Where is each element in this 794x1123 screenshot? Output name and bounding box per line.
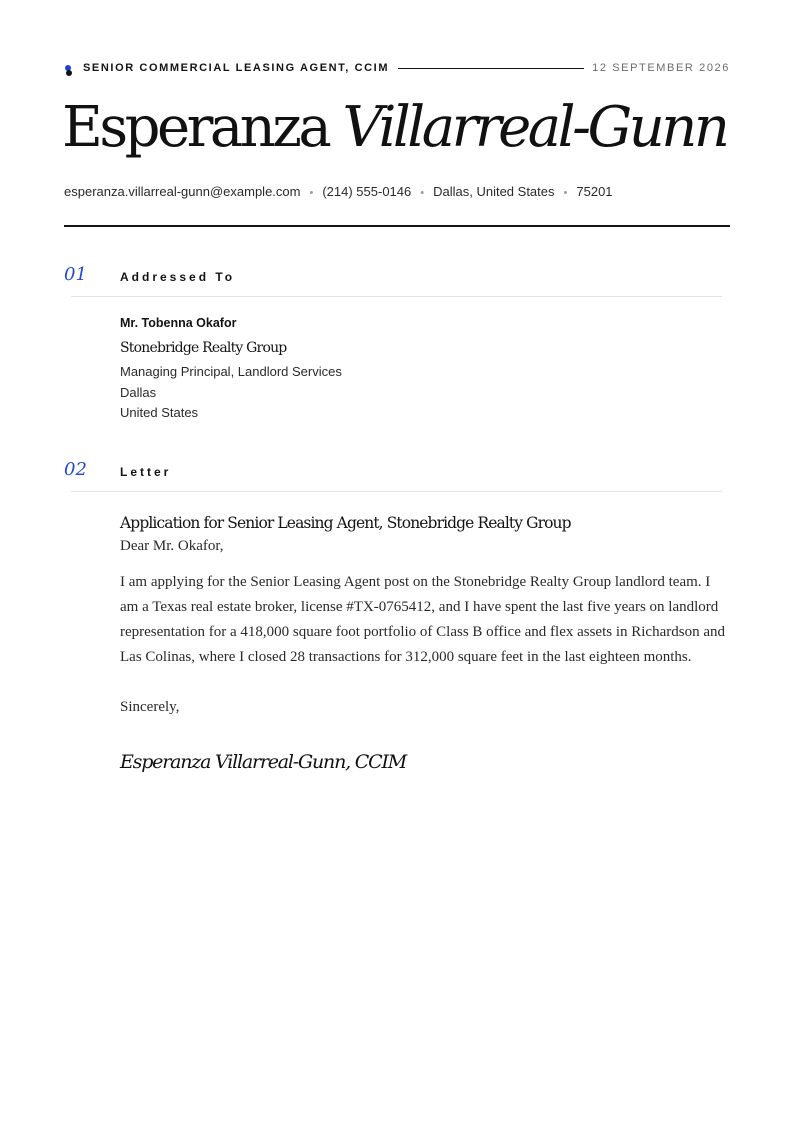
recipient-country: United States [120, 405, 199, 420]
contact-separator: • [563, 187, 568, 199]
letter-date: 12 SEPTEMBER 2026 [592, 62, 730, 74]
letter-body: I am applying for the Senior Leasing Agent post on the Stonebridge Realty Group landlord team. I am a Texas real estate broker, license #TX-0765412, and I have spent the last five years on landlord representation for a 418,000 square foot portfolio of Class B office and flex assets in Richardson and Las Colinas, where I closed 28 transactions for 312,000 square feet in the last eighteen months. [120, 574, 725, 665]
contact-line [64, 184, 613, 199]
contact-email: esperanza.villarreal-gunn@example.com [64, 184, 301, 199]
header-topline [64, 62, 730, 76]
last-name: Villarreal-Gunn [342, 95, 727, 160]
contact-separator: • [420, 187, 425, 199]
applicant-name [62, 92, 726, 164]
letter-subject: Application for Senior Leasing Agent, Stonebridge Realty Group [120, 514, 571, 532]
contact-postal: 75201 [576, 184, 613, 199]
first-name: Esperanza [62, 95, 329, 160]
recipient-name: Mr. Tobenna Okafor [120, 316, 237, 330]
section-divider [71, 296, 722, 297]
brand-dots-icon [64, 65, 74, 77]
recipient-block [120, 316, 342, 424]
section-title-letter: Letter [120, 465, 172, 479]
recipient-title: Managing Principal, Landlord Services [120, 364, 342, 379]
contact-phone: (214) 555-0146 [322, 184, 412, 199]
recipient-city: Dallas [120, 384, 157, 400]
contact-separator: • [309, 187, 314, 199]
section-divider [71, 491, 722, 492]
topline-divider [398, 68, 584, 69]
job-title: SENIOR COMMERCIAL LEASING AGENT, CCIM [83, 62, 390, 74]
letter-block [120, 512, 732, 773]
letter-closing: Sincerely, [120, 699, 180, 715]
header-divider [64, 225, 730, 227]
section-number-addressed: 01 [64, 264, 87, 285]
letter-salutation: Dear Mr. Okafor, [120, 538, 224, 554]
section-title-addressed: Addressed To [120, 270, 236, 284]
contact-location: Dallas, United States [433, 184, 555, 199]
recipient-company: Stonebridge Realty Group [120, 340, 287, 356]
letter-signature: Esperanza Villarreal-Gunn, CCIM [120, 751, 407, 773]
section-number-letter: 02 [64, 459, 87, 480]
